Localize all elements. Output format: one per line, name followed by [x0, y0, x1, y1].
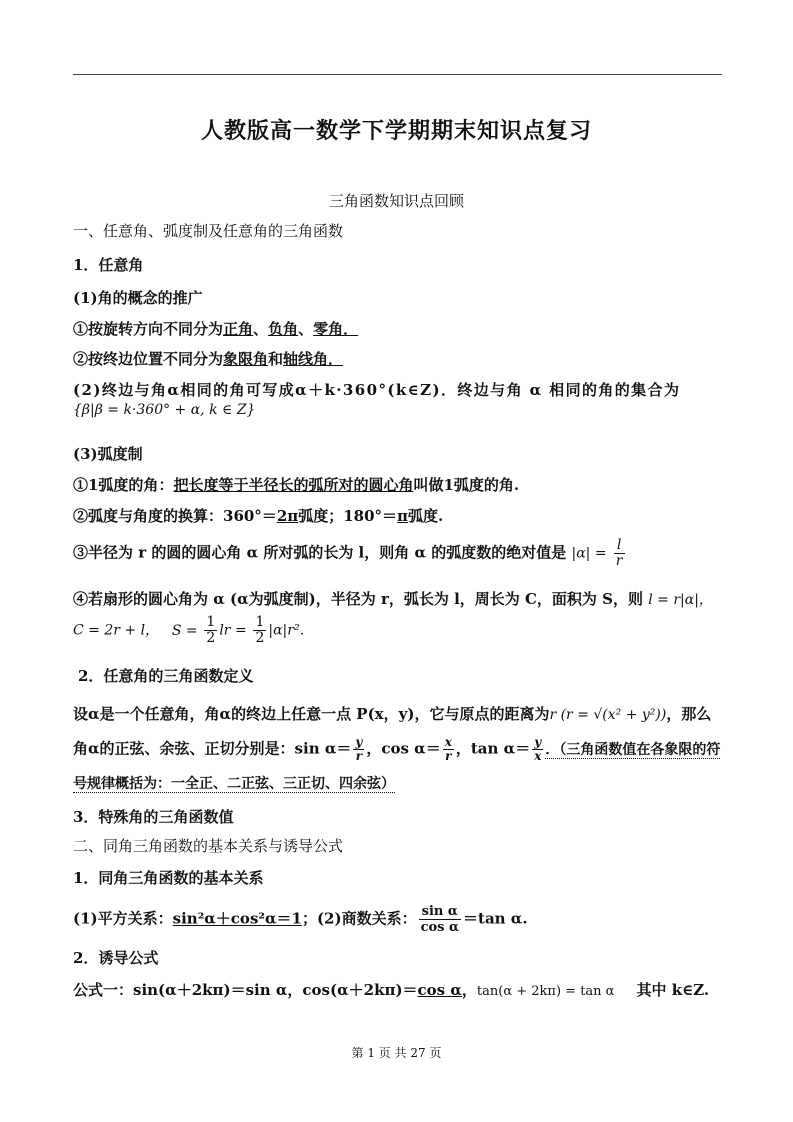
radian-heading: (3)弧度制: [73, 445, 143, 463]
section-1-heading: 一、任意角、弧度制及任意角的三角函数: [73, 222, 344, 240]
fraction-l-over-r: $\frac{l}{r}$: [615, 537, 623, 569]
fraction-y-over-x: $\frac{y}{x}$: [534, 735, 542, 763]
subsection-2-1: 1．同角三角函数的基本关系: [73, 869, 264, 887]
classification-rotation: ①按旋转方向不同分为正角、负角、零角．: [73, 320, 359, 338]
sector-definition: ④若扇形的圆心角为 α (α为弧度制)，半径为 r，弧长为 l，周长为 C，面积为 S，则 l = r|α|，: [73, 590, 713, 608]
section-2-heading: 二、同角三角函数的基本关系与诱导公式: [73, 837, 344, 855]
header-rule: [73, 74, 722, 75]
fraction-x-over-r: $\frac{x}{r}$: [444, 735, 452, 763]
sign-rule-note: 号规律概括为：一全正、二正弦、三正切、四余弦）: [73, 776, 395, 792]
radian-definition: ①1弧度的角：把长度等于半径长的弧所对的圆心角叫做1弧度的角.: [73, 476, 520, 494]
basic-relations: (1)平方关系：sin²α＋cos²α＝1；(2)商数关系： $\frac{\text{sin α}}{\text{cos α}}$ ＝tan α.: [73, 904, 528, 935]
subsection-1-3: 3．特殊角的三角函数值: [73, 808, 234, 826]
page-title: 人教版高一数学下学期期末知识点复习: [200, 118, 592, 144]
fraction-one-half: $\frac{1}{2}$: [206, 614, 216, 646]
trig-ratios: 角α的正弦、余弦、正切分别是：sin α＝ $\frac{y}{r}$ ，cos α＝ $\frac{x}{r}$ ，tan α＝ $\frac{y}{x}$ ．（三角函数值在各象限的符: [73, 735, 721, 763]
subsection-1-1: 1．任意角: [73, 256, 144, 274]
subsection-2-2: 2．诱导公式: [73, 949, 159, 967]
subsection-1-2: 2．任意角的三角函数定义: [78, 667, 254, 685]
fraction-y-over-r: $\frac{y}{r}$: [355, 735, 363, 763]
sector-formulas: C = 2r + l， S = $\frac{1}{2}$ lr = $\frac{1}{2}$ |α|r²．: [73, 614, 314, 646]
fraction-one-half: $\frac{1}{2}$: [255, 614, 265, 646]
classification-terminal: ②按终边位置不同分为象限角和轴线角．: [73, 350, 344, 368]
subsection-1-1-1: (1)角的概念的推广: [73, 289, 203, 307]
fraction-sin-over-cos: $\frac{\text{sin α}}{\text{cos α}}$: [420, 904, 460, 935]
page-subtitle: 三角函数知识点回顾: [328, 192, 464, 210]
coterminal-text: (2)终边与角α相同的角可写成α＋k·360°(k∈Z)．终边与角 α 相同的角的集合为: [73, 381, 681, 399]
radian-arc-length: ③半径为 r 的圆的圆心角 α 所对弧的长为 l，则角 α 的弧度数的绝对值是 |α| = $\frac{l}{r}$: [73, 537, 623, 569]
trig-definition: 设α是一个任意角，角α的终边上任意一点 P(x，y)，它与原点的距离为r (r = √(x² + y²))，那么: [73, 705, 712, 723]
formula-one: 公式一：sin(α＋2kπ)＝sin α，cos(α＋2kπ)＝cos α，tan(α + 2kπ) = tan α 其中 k∈Z.: [73, 981, 710, 999]
page-footer: 第 1 页 共 27 页: [351, 1046, 442, 1060]
radian-conversion: ②弧度与角度的换算：360°＝2π弧度；180°＝π弧度.: [73, 507, 444, 525]
coterminal-set: {β|β = k·360° + α, k ∈ Z}: [73, 402, 256, 418]
